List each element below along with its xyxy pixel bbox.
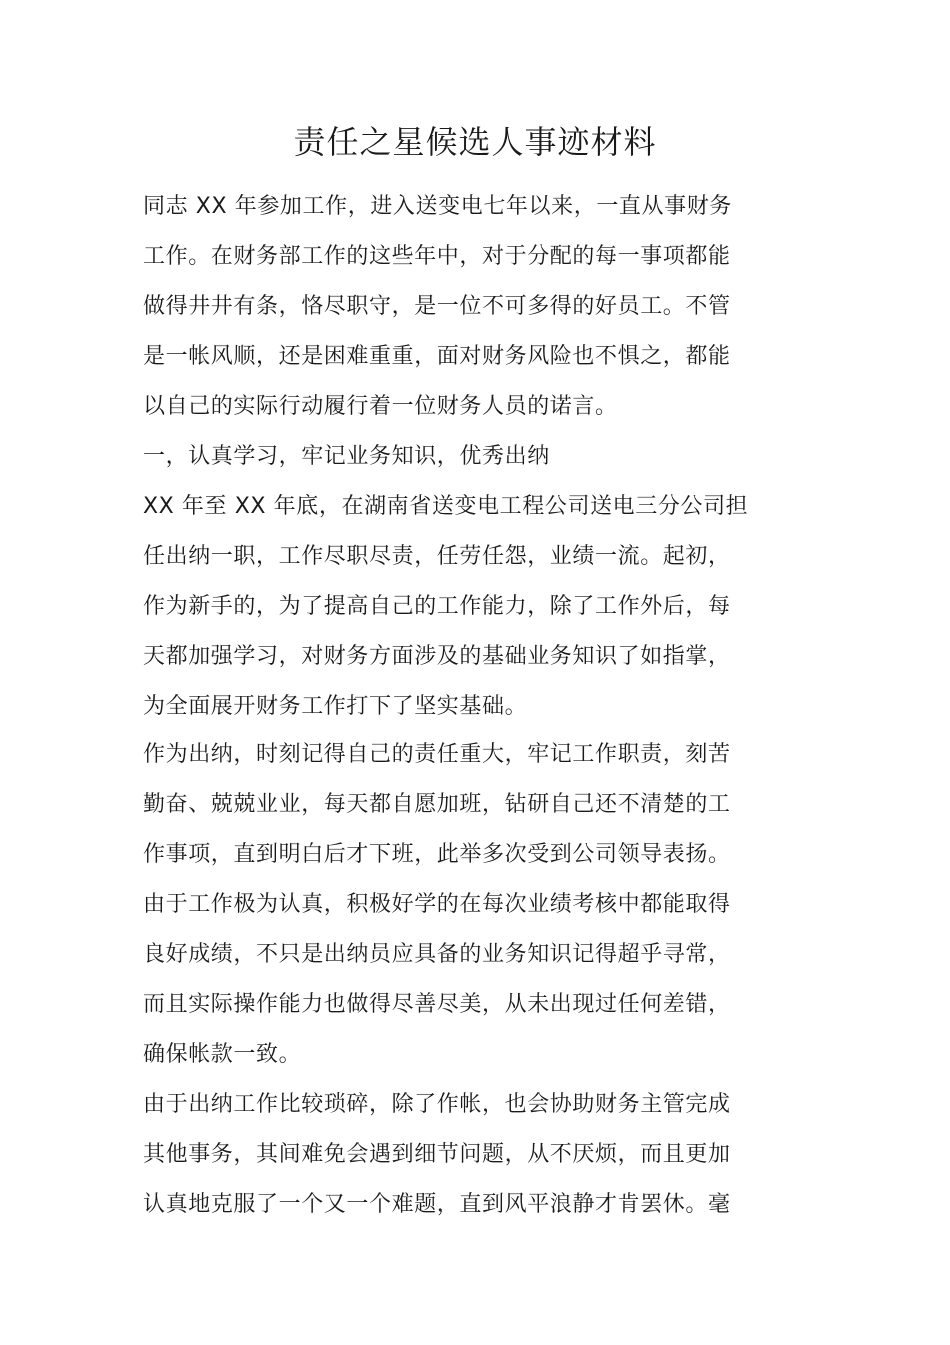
text-line-13: 勤奋、兢兢业业，每天都自愿加班，钻研自己还不清楚的工	[143, 792, 731, 817]
text-line-2: 工作。在财务部工作的这些年中，对于分配的每一事项都能	[143, 244, 731, 269]
text-line-16: 良好成绩，不只是出纳员应具备的业务知识记得超乎寻常，	[143, 942, 731, 967]
text-line-19: 由于出纳工作比较琐碎，除了作帐，也会协助财务主管完成	[143, 1092, 731, 1117]
text-line-12: 作为出纳，时刻记得自己的责任重大，牢记工作职责，刻苦	[143, 742, 731, 767]
text-line-9: 作为新手的，为了提高自己的工作能力，除了工作外后，每	[143, 594, 731, 619]
text-line-21: 认真地克服了一个又一个难题，直到风平浪静才肯罢休。毫	[143, 1192, 731, 1217]
text-line-17: 而且实际操作能力也做得尽善尽美，从未出现过任何差错，	[143, 992, 731, 1017]
text-line-10: 天都加强学习，对财务方面涉及的基础业务知识了如指掌，	[143, 644, 731, 669]
text-line-20: 其他事务，其间难免会遇到细节问题，从不厌烦，而且更加	[143, 1142, 731, 1167]
text-line-1: 同志 XX 年参加工作，进入送变电七年以来，一直从事财务	[143, 194, 732, 219]
section-heading-1: 一，认真学习，牢记业务知识，优秀出纳	[143, 444, 550, 469]
text-line-18: 确保帐款一致。	[143, 1042, 302, 1067]
text-line-8: 任出纳一职，工作尽职尽责，任劳任怨，业绩一流。起初，	[143, 544, 731, 569]
text-line-14: 作事项，直到明白后才下班，此举多次受到公司领导表扬。	[143, 842, 731, 867]
text-line-4: 是一帐风顺，还是困难重重，面对财务风险也不惧之，都能	[143, 344, 731, 369]
text-line-15: 由于工作极为认真，积极好学的在每次业绩考核中都能取得	[143, 892, 731, 917]
document-title: 责任之星候选人事迹材料	[293, 123, 657, 161]
text-line-7: XX 年至 XX 年底，在湖南省送变电工程公司送电三分公司担	[143, 494, 749, 519]
text-line-5: 以自己的实际行动履行着一位财务人员的诺言。	[143, 394, 618, 419]
text-line-3: 做得井井有条，恪尽职守，是一位不可多得的好员工。不管	[143, 294, 731, 319]
text-line-11: 为全面展开财务工作打下了坚实基础。	[143, 694, 528, 719]
